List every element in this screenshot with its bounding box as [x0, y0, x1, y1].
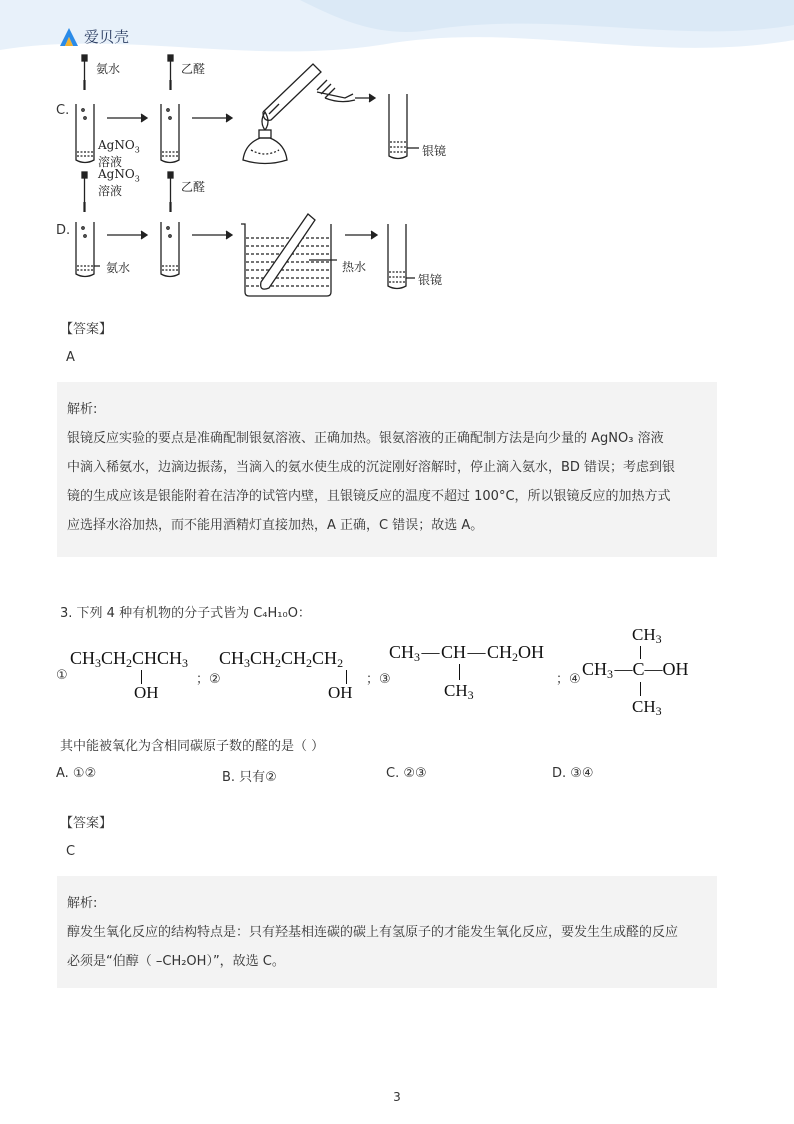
option-c-label: C.	[56, 103, 70, 118]
q2-analysis-line: 镜的生成应该是银能附着在洁净的试管内壁，且银镜反应的温度不超过 100°C，所以银镜反应的加热方式	[67, 489, 671, 504]
q3-analysis-label: 解析:	[67, 896, 98, 911]
q3-analysis-line: 必须是“伯醇（ –CH₂OH）”，故选 C。	[67, 954, 285, 969]
shell-logo-icon	[58, 27, 80, 47]
label-silver-mirror-d: 银镜	[418, 273, 443, 287]
q3-answer-label: 【答案】	[60, 816, 113, 831]
structure-2: $CH_3CH_2CH_2CH_2$	[219, 648, 344, 670]
label-ammonia-c: 氨水	[96, 62, 121, 76]
q3-marker-1: ①	[56, 668, 68, 683]
structure-3: $CH_3$ — CH — $CH_2OH$	[389, 642, 545, 664]
q3-option-a[interactable]: A. ①②	[56, 766, 97, 781]
label-agno3-d: AgNO$_3$	[98, 167, 140, 184]
q2-analysis-line: 中滴入稀氨水，边滴边振荡，当滴入的氨水使生成的沉淀刚好溶解时，停止滴入氨水，BD 错误；考虑到银	[67, 460, 676, 475]
q3-answer: C	[66, 844, 76, 859]
q2-answer-label: 【答案】	[60, 322, 113, 337]
brand-logo	[58, 26, 129, 47]
q2-analysis-text	[67, 424, 717, 540]
structure-4: $CH_3$ —C—OH	[582, 659, 689, 681]
bond-4-bottom	[640, 682, 641, 696]
q2-analysis-line: 应选择水浴加热，而不能用酒精灯直接加热，A 正确，C 错误；故选 A。	[67, 518, 484, 533]
q3-question: 其中能被氧化为含相同碳原子数的醛的是（ ）	[60, 739, 325, 754]
q3-analysis-box	[57, 876, 717, 988]
label-agno3-c: AgNO$_3$	[98, 138, 140, 155]
q2-answer: A	[66, 350, 75, 365]
q3-analysis-line: 醇发生氧化反应的结构特点是：只有羟基相连碳的碳上有氢原子的才能发生氧化反应，要发生生成醛的反应	[67, 925, 679, 940]
label-solution-c: 溶液	[98, 155, 123, 169]
structure-4-top: $CH_3$	[632, 625, 662, 646]
structure-2-oh: OH	[328, 683, 353, 702]
structure-3-ch3: $CH_3$	[444, 681, 474, 702]
q3-analysis-text	[67, 918, 717, 976]
bond-4-top	[640, 646, 641, 659]
brand-name: 爱贝壳	[84, 28, 130, 46]
test-tube-d1	[76, 222, 94, 277]
q3-marker-3: ；③	[366, 672, 391, 687]
label-acetaldehyde-c: 乙醛	[181, 62, 206, 76]
alcohol-lamp	[243, 138, 287, 164]
structure-4-bottom: $CH_3$	[632, 697, 662, 718]
label-acetaldehyde-d: 乙醛	[181, 180, 206, 194]
q2-analysis-box	[57, 382, 717, 557]
q3-option-c[interactable]: C. ②③	[386, 766, 427, 781]
test-tube-c2	[161, 104, 179, 163]
q3-option-b[interactable]: B. 只有②	[222, 770, 277, 785]
q3-stem: 3. 下列 4 种有机物的分子式皆为 C₄H₁₀O：	[60, 606, 311, 621]
bond-2	[346, 670, 347, 684]
bond-3	[459, 664, 460, 680]
q3-marker-4: ；④	[556, 672, 581, 687]
label-silver-mirror-c: 银镜	[422, 144, 447, 158]
q3-marker-2: ；②	[196, 672, 221, 687]
option-d-label: D.	[56, 223, 71, 238]
label-solution-d: 溶液	[98, 184, 123, 198]
test-tube-d-result	[388, 224, 406, 289]
q2-analysis-line: 银镜反应实验的要点是准确配制银氨溶液、正确加热。银氨溶液的正确配制方法是向少量的 AgNO₃ 溶液	[67, 431, 664, 446]
test-tube-c1	[76, 104, 94, 163]
page-number: 3	[393, 1090, 401, 1104]
label-ammonia-d: 氨水	[106, 261, 131, 275]
test-tube-d2	[161, 222, 179, 277]
test-tube-c-result	[389, 94, 407, 159]
bond-1	[141, 670, 142, 684]
dropper-bulb-c1	[82, 55, 87, 61]
structure-1-oh: OH	[134, 683, 159, 702]
q3-option-d[interactable]: D. ③④	[552, 766, 594, 781]
label-hot-water: 热水	[342, 260, 367, 274]
q2-analysis-label: 解析:	[67, 402, 98, 417]
structure-1: $CH_3CH_2CHCH_3$	[70, 648, 189, 670]
